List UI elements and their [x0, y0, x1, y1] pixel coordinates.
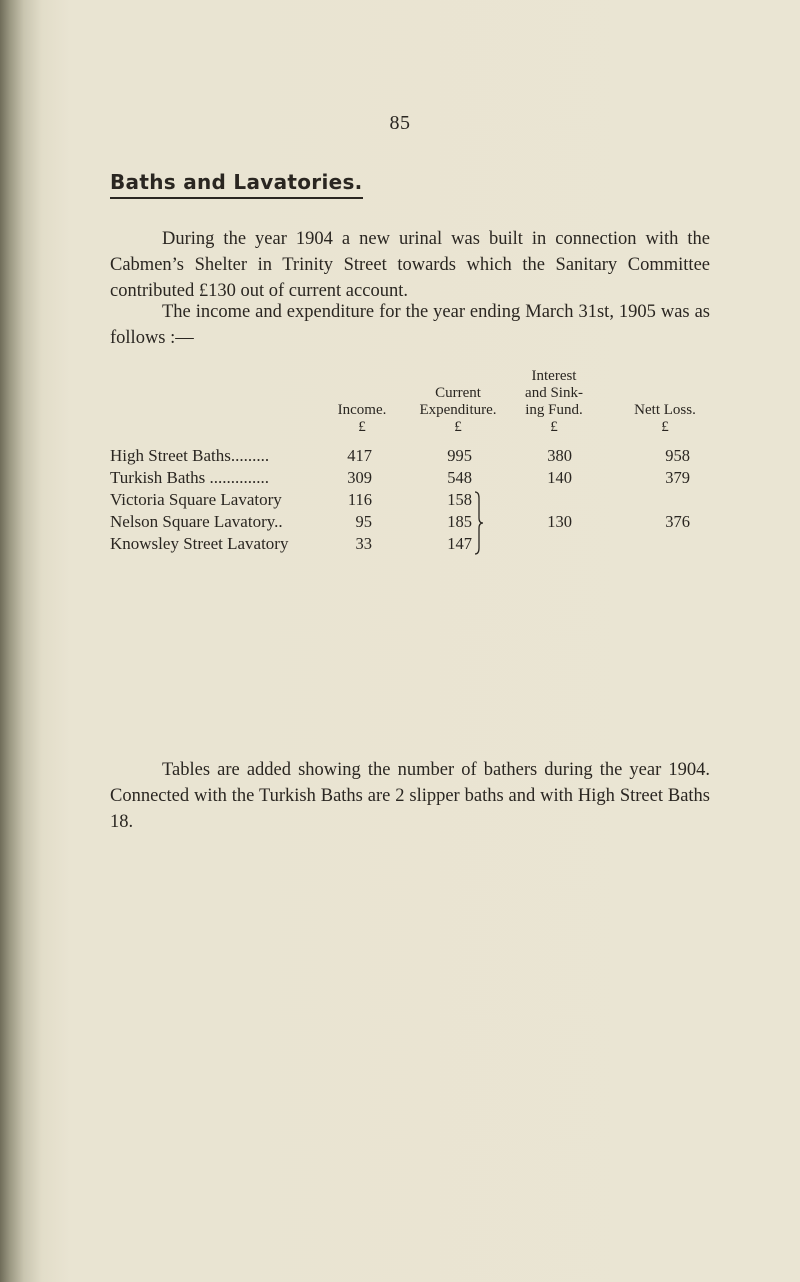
- income-expenditure-table: [110, 368, 710, 718]
- cell-loss-combined: 376: [665, 512, 690, 531]
- cell-current-high-street: 995: [447, 446, 472, 465]
- cell-income-victoria-square: 116: [347, 490, 372, 509]
- header-current-line1: Current: [435, 385, 481, 401]
- header-nett-loss: [620, 402, 710, 436]
- header-income-line2: £: [358, 419, 366, 435]
- header-current-line2: Expenditure.: [419, 402, 497, 418]
- paragraph-urinal-text: During the year 1904 a new urinal was built in connection with the Cabmen’s Shelter in Trinity Street towards which the Sanitary Committee contributed £130 out of current account.: [110, 229, 710, 301]
- header-loss-line1: Nett Loss.: [634, 402, 696, 418]
- grouping-brace: [474, 490, 484, 556]
- paragraph-bathers-tables-text: Tables are added showing the number of bathers during the year 1904. Connected with the Turkish Baths are 2 slipper baths and with High Street Baths 18.: [110, 760, 710, 832]
- cell-income-nelson-square: 95: [355, 512, 372, 531]
- cell-loss-high-street: 958: [665, 446, 690, 465]
- cell-current-victoria-square: 158: [447, 490, 472, 509]
- header-current-line3: £: [454, 419, 462, 435]
- header-interest-line3: ing Fund.: [525, 402, 583, 418]
- cell-interest-high-street: 380: [547, 446, 572, 465]
- paragraph-urinal: [110, 226, 710, 304]
- header-loss-line2: £: [661, 419, 669, 435]
- cell-loss-turkish-baths: 379: [665, 468, 690, 487]
- cell-interest-turkish-baths: 140: [547, 468, 572, 487]
- header-income-line1: Income.: [337, 402, 387, 418]
- section-heading: Baths and Lavatories.: [110, 170, 363, 199]
- header-current-expenditure: [410, 385, 506, 436]
- cell-income-knowsley-street: 33: [355, 534, 372, 553]
- paragraph-income-intro-text: The income and expenditure for the year ending March 31st, 1905 was as follows :—: [110, 302, 710, 348]
- row-label-knowsley-street: Knowsley Street Lavatory: [110, 534, 289, 553]
- cell-current-turkish-baths: 548: [447, 468, 472, 487]
- row-label-nelson-square: Nelson Square Lavatory..: [110, 512, 283, 531]
- page-number: 85: [389, 112, 411, 134]
- row-label-high-street: High Street Baths.........: [110, 446, 270, 465]
- cell-income-turkish-baths: 309: [347, 468, 372, 487]
- paragraph-income-intro: [110, 299, 710, 351]
- row-label-turkish-baths: Turkish Baths ..............: [110, 468, 270, 487]
- header-interest-sinking-fund: [512, 368, 596, 436]
- header-interest-line2: and Sink-: [525, 385, 583, 401]
- cell-interest-combined: 130: [547, 512, 572, 531]
- cell-current-knowsley-street: 147: [447, 534, 472, 553]
- paragraph-bathers-tables: [110, 757, 710, 835]
- cell-current-nelson-square: 185: [447, 512, 472, 531]
- header-interest-line1: Interest: [531, 368, 577, 384]
- row-label-victoria-square: Victoria Square Lavatory: [110, 490, 282, 509]
- cell-income-high-street: 417: [347, 446, 372, 465]
- header-income: [332, 402, 392, 436]
- header-interest-line4: £: [550, 419, 558, 435]
